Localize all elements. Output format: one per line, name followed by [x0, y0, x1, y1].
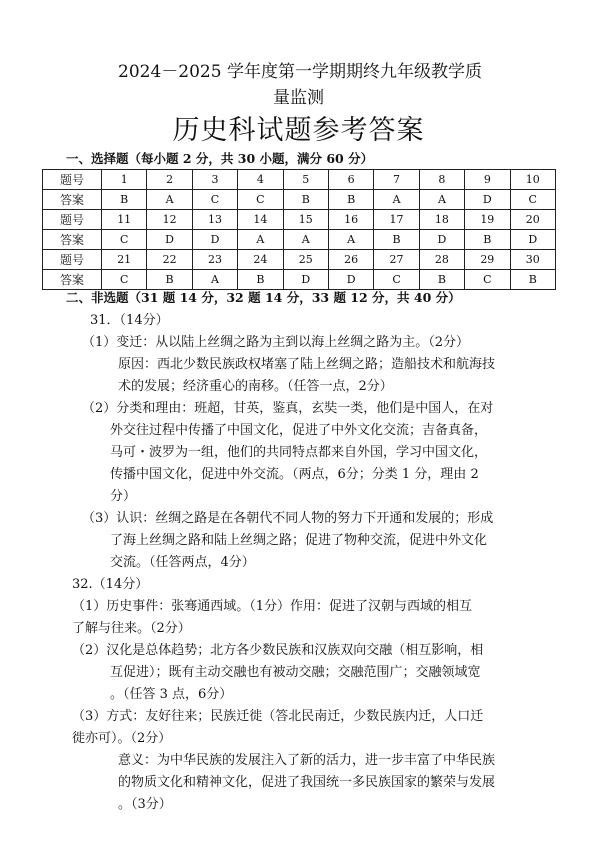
table-cell: 2 — [147, 170, 192, 190]
table-cell: B — [465, 230, 510, 250]
question-31-header: 31．（14分） — [90, 313, 169, 328]
table-cell: B — [374, 230, 419, 250]
table-cell: 10 — [510, 170, 555, 190]
table-cell: 1 — [102, 170, 147, 190]
question-32-header: 32.（14分） — [72, 577, 149, 592]
answer-line: 马可・波罗为一组，他们的共同特点都来自外国，学习中国文化， — [110, 445, 488, 460]
table-cell: 24 — [238, 250, 283, 270]
answer-line: 传播中国文化，促进中外交流。（两点，6分；分类 1 分，理由 2 — [110, 467, 479, 482]
table-cell: 7 — [374, 170, 419, 190]
table-row — [43, 270, 556, 290]
exam-title-line2: 量监测 — [273, 88, 324, 108]
table-cell: D — [465, 190, 510, 210]
table-cell: 29 — [465, 250, 510, 270]
table-cell: B — [102, 190, 147, 210]
table-row — [43, 190, 556, 210]
answer-line: 了解与往来。（2分） — [72, 621, 191, 636]
table-cell: 26 — [328, 250, 373, 270]
answer-line: 徙亦可）。（2分） — [72, 731, 172, 746]
answer-line: 。（3分） — [118, 797, 172, 812]
row-label: 题号 — [43, 170, 102, 190]
answer-line: 互促进）；既有主动交融也有被动交融；交融范围广；交融领域宽 — [110, 665, 481, 680]
table-cell: 6 — [328, 170, 373, 190]
table-cell: 23 — [192, 250, 237, 270]
answer-line: （3）认识：丝绸之路是在各朝代不同人物的努力下开通和发展的；形成 — [82, 511, 494, 526]
table-row — [43, 170, 556, 190]
answer-line: （1）历史事件：张骞通西域。（1分）作用：促进了汉朝与西域的相互 — [72, 599, 473, 614]
table-cell: 25 — [283, 250, 328, 270]
table-cell: 14 — [238, 210, 283, 230]
table-cell: 5 — [283, 170, 328, 190]
table-cell: B — [328, 190, 373, 210]
table-cell: C — [238, 190, 283, 210]
table-cell: 8 — [419, 170, 464, 190]
table-cell: A — [238, 230, 283, 250]
answer-line: 的物质文化和精神文化，促进了我国统一多民族国家的繁荣与发展 — [118, 775, 496, 790]
table-cell: 9 — [465, 170, 510, 190]
answer-line: （3）方式：友好往来；民族迁徙（答北民南迁，少数民族内迁，人口迁 — [72, 709, 484, 724]
table-cell: B — [283, 190, 328, 210]
table-cell: B — [238, 270, 283, 290]
table-cell: 12 — [147, 210, 192, 230]
table-cell: C — [510, 190, 555, 210]
answer-line: （1）变迁：从以陆上丝绸之路为主到以海上丝绸之路为主。（2分） — [82, 335, 470, 350]
row-label: 题号 — [43, 210, 102, 230]
table-cell: B — [147, 270, 192, 290]
table-cell: D — [419, 230, 464, 250]
answer-line: 意义：为中华民族的发展注入了新的活力，进一步丰富了中华民族 — [118, 753, 496, 768]
row-label: 题号 — [43, 250, 102, 270]
table-cell: A — [419, 190, 464, 210]
table-cell: A — [328, 230, 373, 250]
document-main-title: 历史科试题参考答案 — [172, 115, 425, 146]
answer-line: 了海上丝绸之路和陆上丝绸之路；促进了物种交流，促进中外文化 — [110, 533, 488, 548]
table-cell: C — [192, 190, 237, 210]
table-cell: 3 — [192, 170, 237, 190]
table-row — [43, 250, 556, 270]
table-cell: C — [465, 270, 510, 290]
answer-line: 术的发展；经济重心的南移。（任答一点，2分） — [118, 379, 393, 394]
table-cell: 18 — [419, 210, 464, 230]
answer-line: 。（任答 3 点，6分） — [110, 687, 233, 702]
table-cell: A — [283, 230, 328, 250]
table-cell: 13 — [192, 210, 237, 230]
answer-key-table — [42, 169, 556, 290]
answer-line: 分） — [110, 489, 137, 504]
table-cell: D — [328, 270, 373, 290]
answer-line: 原因：西北少数民族政权堵塞了陆上丝绸之路；造船技术和航海技 — [118, 357, 496, 372]
section2-heading: 二、非选题（31 题 14 分，32 题 14 分，33 题 12 分，共 40 分） — [66, 290, 461, 305]
table-cell: A — [147, 190, 192, 210]
table-cell: 20 — [510, 210, 555, 230]
table-cell: D — [147, 230, 192, 250]
table-cell: 4 — [238, 170, 283, 190]
exam-title-line1: 2024－2025 学年度第一学期期终九年级教学质 — [118, 62, 482, 82]
table-cell: 28 — [419, 250, 464, 270]
table-cell: 17 — [374, 210, 419, 230]
answer-line: （2）分类和理由：班超，甘英，鉴真，玄奘一类，他们是中国人，在对 — [82, 401, 494, 416]
table-row — [43, 230, 556, 250]
table-cell: C — [102, 230, 147, 250]
section1-heading: 一、选择题（每小题 2 分，共 30 小题，满分 60 分） — [66, 151, 374, 166]
table-cell: 22 — [147, 250, 192, 270]
answer-line: 外交往过程中传播了中国文化，促进了中外文化交流；吉备真备， — [110, 423, 488, 438]
table-cell: 16 — [328, 210, 373, 230]
table-cell: 27 — [374, 250, 419, 270]
table-cell: D — [192, 230, 237, 250]
table-cell: 11 — [102, 210, 147, 230]
table-cell: D — [510, 230, 555, 250]
row-label: 答案 — [43, 270, 102, 290]
table-cell: 19 — [465, 210, 510, 230]
table-row — [43, 210, 556, 230]
table-cell: B — [510, 270, 555, 290]
table-cell: 15 — [283, 210, 328, 230]
row-label: 答案 — [43, 190, 102, 210]
row-label: 答案 — [43, 230, 102, 250]
table-cell: 21 — [102, 250, 147, 270]
table-cell: B — [419, 270, 464, 290]
table-cell: D — [283, 270, 328, 290]
table-cell: A — [192, 270, 237, 290]
table-cell: C — [102, 270, 147, 290]
answer-line: （2）汉化是总体趋势；北方各少数民族和汉族双向交融（相互影响，相 — [72, 643, 484, 658]
table-cell: 30 — [510, 250, 555, 270]
answer-line: 交流。（任答两点，4分） — [110, 555, 255, 570]
table-cell: C — [374, 270, 419, 290]
table-cell: A — [374, 190, 419, 210]
